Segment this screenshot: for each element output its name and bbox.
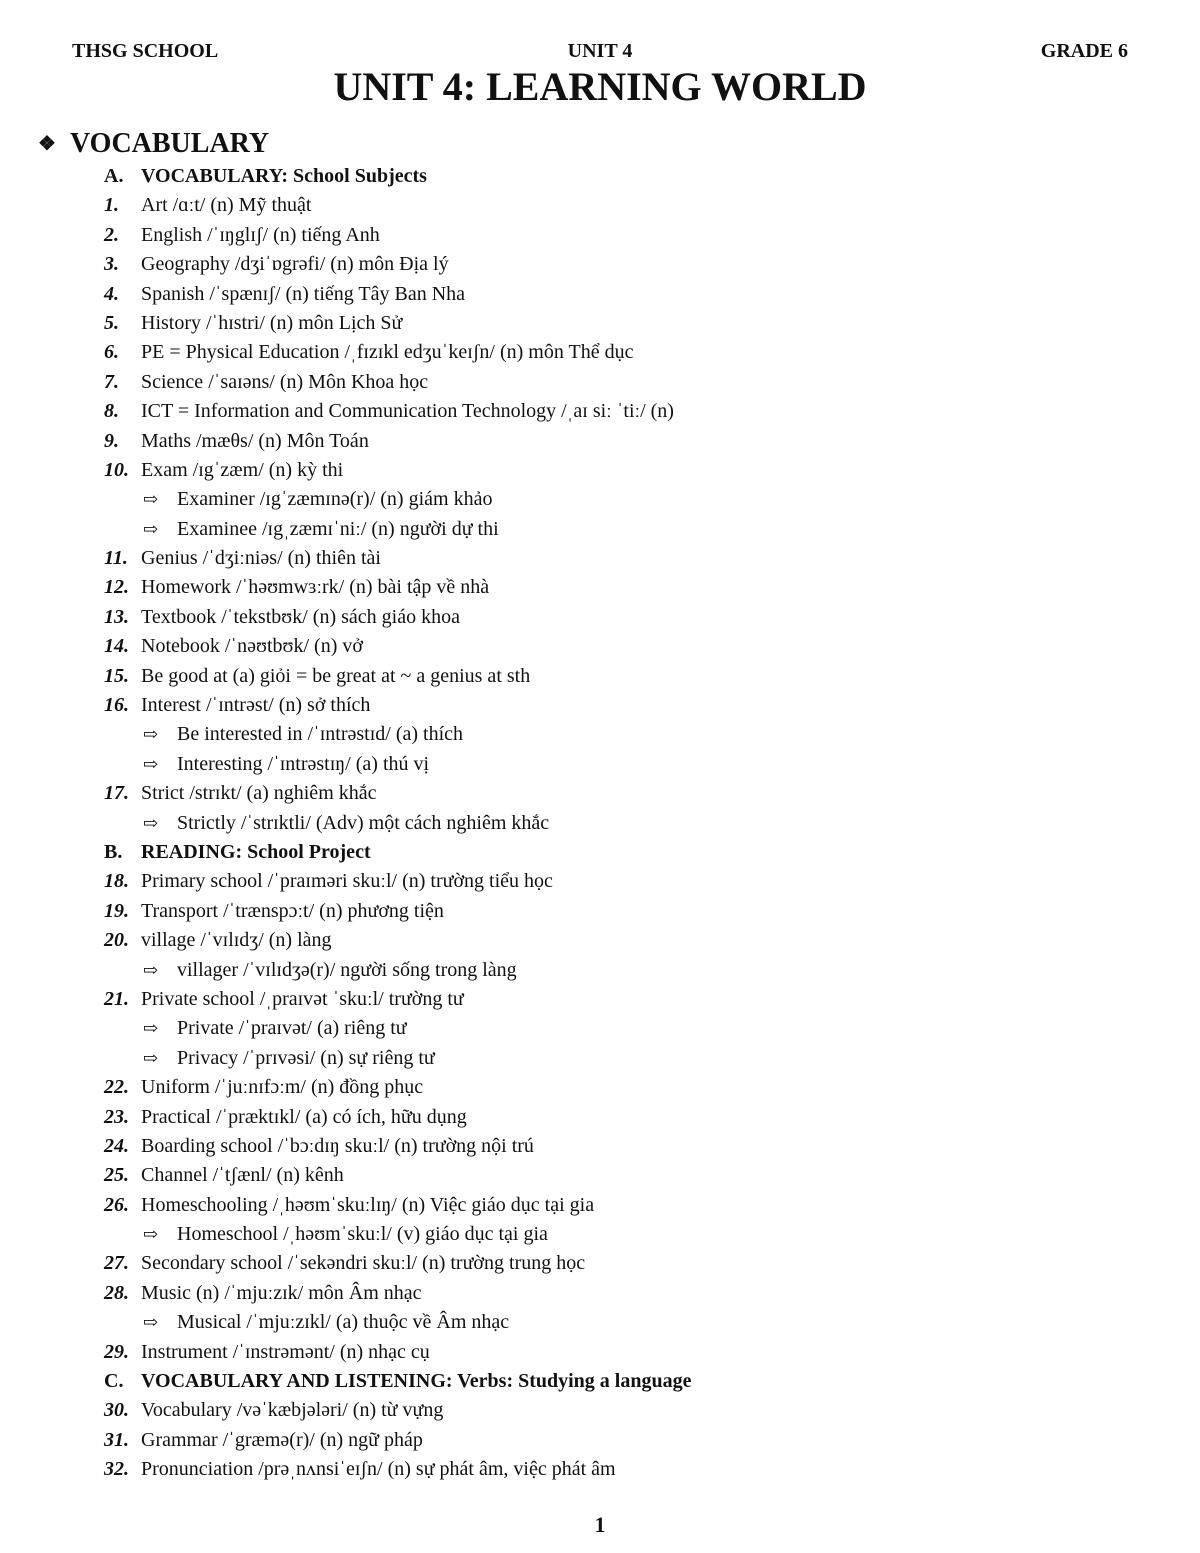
vocab-item: [0, 926, 1200, 955]
item-text: Private school /ˌpraɪvət ˈskuːl/ trường tư: [141, 987, 464, 1010]
item-text: Art /ɑːt/ (n) Mỹ thuật: [141, 194, 312, 217]
arrow-right-icon: ⇨: [143, 1018, 159, 1039]
item-number: 28.: [104, 1281, 129, 1304]
item-number: 11.: [104, 547, 128, 570]
vocab-item: [0, 338, 1200, 367]
vocab-subitem: [0, 1014, 1200, 1043]
item-number: 12.: [104, 576, 129, 599]
header-unit: UNIT 4: [567, 39, 633, 62]
item-text: Exam /ɪgˈzæm/ (n) kỳ thi: [141, 458, 344, 481]
vocab-item: [0, 662, 1200, 691]
vocab-item: [0, 1396, 1200, 1425]
subitem-text: villager /ˈvɪlɪdʒə(r)/ người sống trong làng: [177, 958, 517, 981]
item-text: Uniform /ˈjuːnɪfɔːm/ (n) đồng phục: [141, 1076, 424, 1099]
item-number: 15.: [104, 664, 129, 687]
vocab-subitem: [0, 750, 1200, 779]
vocab-item: [0, 1132, 1200, 1161]
item-number: 7.: [104, 370, 119, 393]
vocab-subitem: [0, 1308, 1200, 1337]
item-number: 14.: [104, 635, 129, 658]
vocab-item: [0, 427, 1200, 456]
vocabulary-heading: [36, 127, 269, 161]
page-number: 1: [594, 1512, 606, 1537]
item-number: 3.: [104, 253, 119, 276]
section-title: READING: School Project: [141, 840, 371, 863]
item-number: 13.: [104, 605, 129, 628]
vocab-subitem: [0, 720, 1200, 749]
item-text: Transport /ˈtrænspɔːt/ (n) phương tiện: [141, 899, 444, 922]
vocab-item: [0, 1338, 1200, 1367]
subitem-text: Privacy /ˈprɪvəsi/ (n) sự riêng tư: [177, 1046, 435, 1069]
item-text: Geography /dʒiˈɒgrəfi/ (n) môn Địa lý: [141, 253, 449, 276]
item-text: ICT = Information and Communication Technology /ˌaɪ siː ˈtiː/ (n): [141, 400, 674, 423]
subitem-text: Private /ˈpraɪvət/ (a) riêng tư: [177, 1017, 407, 1040]
vocab-item: [0, 1279, 1200, 1308]
diamond-bullet-icon: ❖: [38, 133, 56, 155]
item-number: 29.: [104, 1340, 129, 1363]
item-number: 2.: [104, 223, 119, 246]
item-number: 23.: [104, 1105, 129, 1128]
item-text: Instrument /ˈɪnstrəmənt/ (n) nhạc cụ: [141, 1340, 430, 1363]
item-number: 9.: [104, 429, 119, 452]
vocab-item: [0, 1191, 1200, 1220]
item-text: Notebook /ˈnəʊtbʊk/ (n) vở: [141, 635, 363, 658]
vocab-item: [0, 397, 1200, 426]
arrow-right-icon: ⇨: [143, 724, 159, 745]
item-text: Vocabulary /vəˈkæbjələri/ (n) từ vựng: [141, 1399, 444, 1422]
vocab-item: [0, 1426, 1200, 1455]
item-number: 4.: [104, 282, 119, 305]
vocabulary-list: [0, 162, 1200, 1485]
vocab-item: [0, 1161, 1200, 1190]
item-number: 26.: [104, 1193, 129, 1216]
item-number: 21.: [104, 987, 129, 1010]
vocab-item: [0, 985, 1200, 1014]
vocab-item: [0, 544, 1200, 573]
vocab-subitem: [0, 1044, 1200, 1073]
item-number: 27.: [104, 1252, 129, 1275]
item-number: 30.: [104, 1399, 129, 1422]
item-number: 22.: [104, 1076, 129, 1099]
item-number: 17.: [104, 782, 129, 805]
item-text: Secondary school /ˈsekəndri skuːl/ (n) trường trung học: [141, 1252, 586, 1275]
vocab-subitem: [0, 809, 1200, 838]
vocab-subitem: [0, 956, 1200, 985]
subitem-text: Examinee /ɪgˌzæmɪˈniː/ (n) người dự thi: [177, 517, 499, 540]
item-number: 6.: [104, 341, 119, 364]
item-text: Practical /ˈpræktɪkl/ (a) có ích, hữu dụng: [141, 1105, 467, 1128]
section-heading: [0, 1367, 1200, 1396]
vocab-subitem: [0, 1220, 1200, 1249]
arrow-right-icon: ⇨: [143, 1312, 159, 1333]
vocab-item: [0, 573, 1200, 602]
vocab-item: [0, 897, 1200, 926]
vocab-item: [0, 456, 1200, 485]
vocab-subitem: [0, 485, 1200, 514]
subitem-text: Musical /ˈmjuːzɪkl/ (a) thuộc về Âm nhạc: [177, 1311, 510, 1334]
arrow-right-icon: ⇨: [143, 959, 159, 980]
section-label: B.: [104, 840, 123, 863]
item-text: Textbook /ˈtekstbʊk/ (n) sách giáo khoa: [141, 605, 460, 628]
item-text: Grammar /ˈgræmə(r)/ (n) ngữ pháp: [141, 1428, 423, 1451]
vocab-item: [0, 250, 1200, 279]
page-title: UNIT 4: LEARNING WORLD: [333, 64, 867, 109]
arrow-right-icon: ⇨: [143, 812, 159, 833]
subitem-text: Homeschool /ˌhəʊmˈskuːl/ (v) giáo dục tại gia: [177, 1223, 548, 1246]
section-label: A.: [104, 165, 124, 187]
vocab-item: [0, 1103, 1200, 1132]
arrow-right-icon: ⇨: [143, 518, 159, 539]
item-text: Science /ˈsaɪəns/ (n) Môn Khoa học: [141, 370, 429, 393]
item-number: 8.: [104, 400, 119, 423]
section-title: VOCABULARY AND LISTENING: Verbs: Studying a language: [141, 1370, 692, 1393]
subitem-text: Interesting /ˈɪntrəstɪŋ/ (a) thú vị: [177, 752, 430, 775]
item-text: History /ˈhɪstri/ (n) môn Lịch Sử: [141, 311, 403, 334]
arrow-right-icon: ⇨: [143, 1047, 159, 1068]
item-number: 24.: [104, 1134, 129, 1157]
item-number: 31.: [104, 1428, 129, 1451]
item-text: Channel /ˈtʃænl/ (n) kênh: [141, 1164, 344, 1187]
vocab-item: [0, 779, 1200, 808]
item-number: 1.: [104, 194, 119, 217]
subitem-text: Strictly /ˈstrɪktli/ (Adv) một cách nghiêm khắc: [177, 811, 550, 834]
vocabulary-heading-text: VOCABULARY: [70, 128, 270, 159]
item-text: Be good at (a) giỏi = be great at ~ a genius at sth: [141, 664, 531, 687]
header-grade: GRADE 6: [1040, 39, 1128, 62]
vocab-item: [0, 221, 1200, 250]
subitem-text: Be interested in /ˈɪntrəstɪd/ (a) thích: [177, 723, 464, 746]
item-number: 19.: [104, 899, 129, 922]
arrow-right-icon: ⇨: [143, 753, 159, 774]
page-header: [72, 38, 1128, 64]
section-heading: [0, 838, 1200, 867]
item-number: 32.: [104, 1458, 129, 1481]
item-text: Boarding school /ˈbɔːdɪŋ skuːl/ (n) trường nội trú: [141, 1134, 534, 1157]
arrow-right-icon: ⇨: [143, 489, 159, 510]
vocab-item: [0, 1073, 1200, 1102]
vocab-item: [0, 191, 1200, 220]
item-text: PE = Physical Education /ˌfɪzɪkl edʒuˈkeɪʃn/ (n) môn Thể dục: [141, 341, 634, 364]
item-number: 20.: [104, 929, 129, 952]
arrow-right-icon: ⇨: [143, 1224, 159, 1245]
item-text: Interest /ˈɪntrəst/ (n) sở thích: [141, 694, 371, 717]
vocab-item: [0, 691, 1200, 720]
item-text: Homework /ˈhəʊmwɜːrk/ (n) bài tập về nhà: [141, 576, 490, 599]
item-number: 10.: [104, 458, 129, 481]
item-text: Homeschooling /ˌhəʊmˈskuːlɪŋ/ (n) Việc giáo dục tại gia: [141, 1193, 595, 1216]
item-text: Maths /mæθs/ (n) Môn Toán: [141, 429, 369, 452]
item-text: Music (n) /ˈmjuːzɪk/ môn Âm nhạc: [141, 1281, 422, 1304]
item-text: Strict /strɪkt/ (a) nghiêm khắc: [141, 782, 377, 805]
item-text: Genius /ˈdʒiːniəs/ (n) thiên tài: [141, 547, 381, 570]
item-text: village /ˈvɪlɪdʒ/ (n) làng: [141, 929, 332, 952]
vocab-item: [0, 867, 1200, 896]
item-number: 18.: [104, 870, 129, 893]
item-number: 25.: [104, 1164, 129, 1187]
vocab-subitem: [0, 515, 1200, 544]
section-title: VOCABULARY: School Subjects: [141, 165, 427, 187]
item-text: Pronunciation /prəˌnʌnsiˈeɪʃn/ (n) sự phát âm, việc phát âm: [141, 1458, 616, 1481]
vocab-item: [0, 1249, 1200, 1278]
section-label: C.: [104, 1370, 124, 1393]
subitem-text: Examiner /ɪgˈzæmɪnə(r)/ (n) giám khảo: [177, 488, 493, 511]
section-heading: [0, 162, 1200, 191]
item-text: English /ˈɪŋglɪʃ/ (n) tiếng Anh: [141, 223, 380, 246]
item-text: Primary school /ˈpraɪməri skuːl/ (n) trường tiểu học: [141, 870, 553, 893]
vocab-item: [0, 603, 1200, 632]
vocab-item: [0, 309, 1200, 338]
vocab-item: [0, 632, 1200, 661]
item-number: 5.: [104, 311, 119, 334]
item-number: 16.: [104, 694, 129, 717]
vocab-item: [0, 1455, 1200, 1484]
vocab-item: [0, 368, 1200, 397]
vocab-item: [0, 280, 1200, 309]
header-school: THSG SCHOOL: [72, 39, 219, 62]
item-text: Spanish /ˈspænɪʃ/ (n) tiếng Tây Ban Nha: [141, 282, 466, 305]
